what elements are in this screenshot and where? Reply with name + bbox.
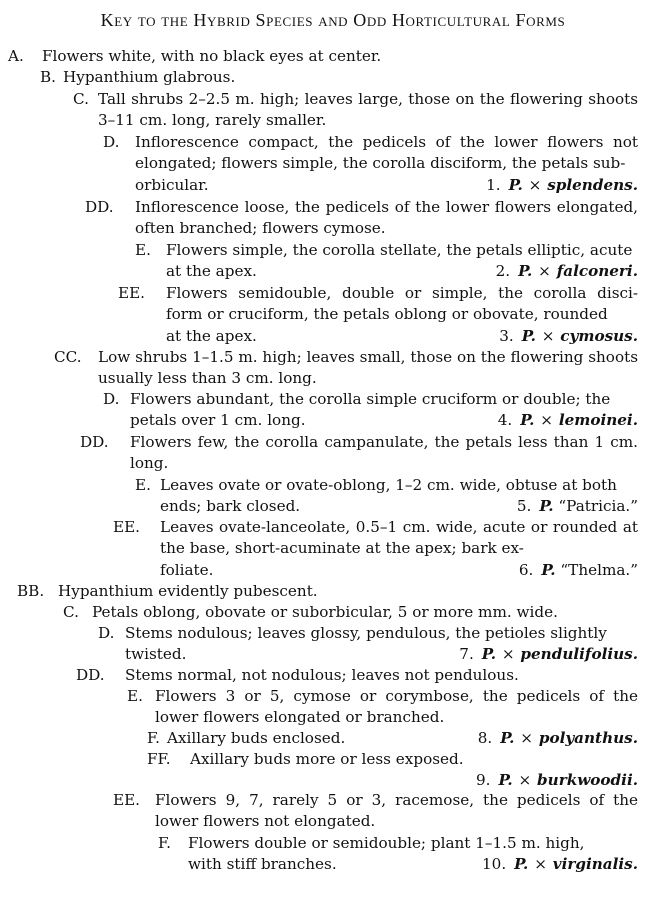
taxon-result: [486, 176, 638, 194]
key-lead-label: CC.: [54, 348, 82, 366]
hybrid-cross-sign: ×: [520, 729, 533, 747]
key-text-line: Flowers 9, 7, rarely 5 or 3, racemose, the pedicels of the lower flowers not elongated.: [155, 791, 638, 831]
cultivar-name: “Thelma.”: [560, 560, 638, 579]
key-lead-label: DD.: [76, 666, 105, 684]
key-lead-label: EE.: [113, 791, 141, 809]
key-lead-label: F.: [147, 729, 160, 747]
key-terminal-text: with stiff branches.: [188, 855, 337, 874]
key-lead-text: [167, 728, 638, 749]
key-text-line: Flowers few, the corolla campanulate, the petals less than 1 cm. long.: [130, 433, 638, 473]
taxon-epithet: splendens.: [547, 175, 638, 194]
key-lead-label: F.: [158, 834, 171, 852]
taxon-result: [496, 262, 638, 280]
taxon-result: [498, 411, 638, 429]
key-lead-text: [130, 389, 638, 432]
key-text-line: Low shrubs 1–1.5 m. high; leaves small, those on the flowering shoots usually less than 3 cm. long.: [98, 348, 638, 388]
key-text-line: Inflorescence loose, the pedicels of the lower flowers elongated, often branched; flowers cymose.: [135, 198, 638, 238]
taxon-number: 7.: [459, 645, 474, 664]
key-lead-label: DD.: [85, 198, 114, 216]
taxon-number: 10.: [482, 855, 507, 874]
key-lead-text: [58, 581, 638, 602]
taxon-number: 8.: [477, 729, 493, 747]
key-lead-text: [63, 67, 638, 88]
taxon-number: 2.: [495, 262, 511, 281]
taxon-number: 3.: [499, 326, 514, 345]
taxon-genus: P.: [498, 771, 513, 790]
key-text-line: Stems nodulous; leaves glossy, pendulous, the petioles slightly: [125, 624, 607, 642]
taxon-epithet: pendulifolius.: [520, 645, 638, 664]
key-terminal-text: Axillary buds enclosed.: [167, 729, 346, 747]
key-entry: [103, 389, 638, 432]
taxon-genus: P.: [514, 855, 529, 874]
hybrid-cross-sign: ×: [541, 326, 555, 345]
taxon-genus: P.: [508, 175, 523, 194]
taxon-number: 1.: [486, 175, 501, 194]
key-entry: [103, 132, 638, 196]
hybrid-cross-sign: ×: [528, 175, 542, 194]
key-text-line: Hypanthium glabrous.: [63, 68, 236, 86]
key-result: [499, 326, 638, 347]
key-entry: [147, 749, 638, 792]
key-lead-label: A.: [8, 47, 24, 65]
key-text-line: Petals oblong, obovate or suborbicular, 5 or more mm. wide.: [92, 603, 558, 621]
key-lead-text: [125, 623, 638, 666]
key-lead-text: [155, 790, 638, 833]
taxon-epithet: cymosus.: [560, 326, 638, 345]
key-entry: [76, 665, 638, 686]
key-lead-text: [130, 432, 638, 475]
taxon-number: 5.: [516, 497, 532, 516]
taxon-epithet: falconeri.: [556, 262, 638, 281]
taxon-genus: P.: [539, 497, 554, 516]
key-entry: [113, 790, 638, 833]
key-entry: [63, 602, 638, 623]
key-terminal-line: [166, 261, 638, 282]
key-result: [478, 728, 638, 749]
key-lead-text: [98, 347, 638, 390]
key-lead-label: B.: [40, 68, 56, 86]
key-lead-text: [190, 749, 638, 792]
taxon-number: 9.: [475, 771, 491, 790]
key-entry: [127, 686, 638, 729]
key-result: [498, 410, 638, 431]
key-lead-text: [155, 686, 638, 729]
key-lead-label: C.: [73, 90, 89, 108]
key-text-line: Flowers semidouble, double or simple, the corolla disci- form or cruciform, the petals oblong or obovate, rounded: [166, 284, 638, 324]
key-lead-text: [135, 132, 638, 196]
key-terminal-text: foliate.: [160, 560, 214, 579]
key-lead-label: D.: [98, 624, 115, 642]
key-lead-label: D.: [103, 133, 120, 151]
key-lead-text: [125, 665, 638, 686]
hybrid-cross-sign: ×: [534, 855, 547, 874]
key-lead-label: E.: [135, 476, 151, 494]
taxon-result: [478, 729, 638, 747]
key-result: [486, 175, 638, 196]
key-lead-label: BB.: [17, 582, 45, 600]
taxon-genus: P.: [518, 262, 533, 281]
key-terminal-line: [130, 410, 638, 431]
key-terminal-line: [160, 560, 638, 581]
key-entry: [85, 197, 638, 240]
key-entry: [98, 623, 638, 666]
key-entry: [118, 283, 638, 347]
hybrid-cross-sign: ×: [540, 411, 553, 430]
key-terminal-line: [135, 175, 638, 196]
key-text-line: Tall shrubs 2–2.5 m. high; leaves large, those on the flowering shoots 3–11 cm. long, rarely smaller.: [98, 90, 638, 130]
key-title: Key to the Hybrid Species and Odd Horticultural Forms: [100, 10, 566, 30]
key-result: [519, 560, 638, 581]
taxon-epithet: polyanthus.: [538, 729, 638, 747]
taxon-number: 6.: [518, 560, 534, 579]
taxon-result: [459, 645, 638, 663]
key-entry: [17, 581, 638, 602]
key-text-line: Flowers simple, the corolla stellate, the petals elliptic, acute: [166, 241, 633, 259]
key-lead-text: [160, 517, 638, 581]
key-lead-label: FF.: [147, 750, 171, 768]
key-terminal-text: at the apex.: [166, 262, 257, 281]
key-terminal-text: at the apex.: [166, 326, 257, 345]
key-terminal-text: petals over 1 cm. long.: [130, 411, 306, 430]
key-lead-text: [160, 475, 638, 518]
key-result: [459, 644, 638, 665]
key-text-line: Leaves ovate or ovate-oblong, 1–2 cm. wide, obtuse at both: [160, 476, 617, 494]
taxon-genus: P.: [481, 645, 496, 664]
taxon-result: [476, 771, 638, 789]
key-lead-text: [42, 46, 638, 67]
key-entry: [54, 347, 638, 390]
cultivar-name: “Patricia.”: [558, 497, 638, 516]
taxon-genus: P.: [520, 411, 535, 430]
key-lead-text: [92, 602, 638, 623]
key-terminal-line: [188, 854, 638, 875]
key-entry: [40, 67, 638, 88]
key-result: [190, 770, 638, 791]
key-text-line: Flowers white, with no black eyes at center.: [42, 47, 382, 65]
taxon-epithet: burkwoodii.: [537, 771, 638, 790]
taxon-result: [482, 855, 638, 873]
taxon-number: 4.: [497, 411, 513, 430]
taxon-genus: P.: [541, 560, 556, 579]
taxon-result: [517, 497, 638, 515]
key-result: [482, 854, 638, 875]
key-text-line: Flowers abundant, the corolla simple cruciform or double; the: [130, 390, 611, 408]
taxon-epithet: lemoinei.: [558, 411, 638, 430]
key-text-line: Hypanthium evidently pubescent.: [58, 582, 318, 600]
taxon-result: [519, 561, 638, 579]
key-entry: [135, 475, 638, 518]
taxon-result: [499, 327, 638, 345]
key-terminal-line: [166, 326, 638, 347]
key-entry: [80, 432, 638, 475]
key-entry: [8, 46, 638, 67]
key-lead-label: EE.: [113, 518, 141, 536]
key-lead-label: C.: [63, 603, 79, 621]
key-result: [496, 261, 638, 282]
taxon-epithet: virginalis.: [552, 855, 638, 874]
key-entry: [73, 89, 638, 132]
key-lead-text: [98, 89, 638, 132]
key-lead-label: E.: [135, 241, 151, 259]
key-terminal-text: twisted.: [125, 645, 187, 664]
key-text-line: Flowers double or semidouble; plant 1–1.5 m. high,: [188, 834, 585, 852]
hybrid-cross-sign: ×: [538, 262, 551, 281]
key-lead-text: [166, 240, 638, 283]
key-text-line: Axillary buds more or less exposed.: [190, 750, 464, 768]
key-terminal-text: ends; bark closed.: [160, 497, 301, 516]
key-terminal-line: [160, 496, 638, 517]
key-lead-label: D.: [103, 390, 120, 408]
key-entry: [147, 728, 638, 749]
key-terminal-line: [167, 728, 638, 749]
key-entry: [135, 240, 638, 283]
hybrid-cross-sign: ×: [518, 771, 532, 790]
key-lead-text: [188, 833, 638, 876]
key-entry: [158, 833, 638, 876]
key-lead-text: [166, 283, 638, 347]
key-lead-label: E.: [127, 687, 143, 705]
key-lead-text: [135, 197, 638, 240]
key-text-line: Stems normal, not nodulous; leaves not pendulous.: [125, 666, 519, 684]
hybrid-cross-sign: ×: [501, 645, 515, 664]
key-text-line: Flowers 3 or 5, cymose or corymbose, the pedicels of the lower flowers elongated or branched.: [155, 687, 638, 727]
key-terminal-line: [125, 644, 638, 665]
taxon-genus: P.: [500, 729, 515, 747]
key-terminal-text: orbicular.: [135, 175, 209, 194]
taxon-genus: P.: [521, 326, 536, 345]
key-entry: [113, 517, 638, 581]
key-lead-label: DD.: [80, 433, 109, 451]
key-text-line: Inflorescence compact, the pedicels of the lower flowers not elongated; flowers simple, the corolla disciform, the petals sub-: [135, 133, 638, 173]
key-lead-label: EE.: [118, 284, 146, 302]
key-text-line: Leaves ovate-lanceolate, 0.5–1 cm. wide, acute or rounded at the base, short-acuminate at the apex; bark ex-: [160, 518, 638, 558]
key-result: [517, 496, 638, 517]
